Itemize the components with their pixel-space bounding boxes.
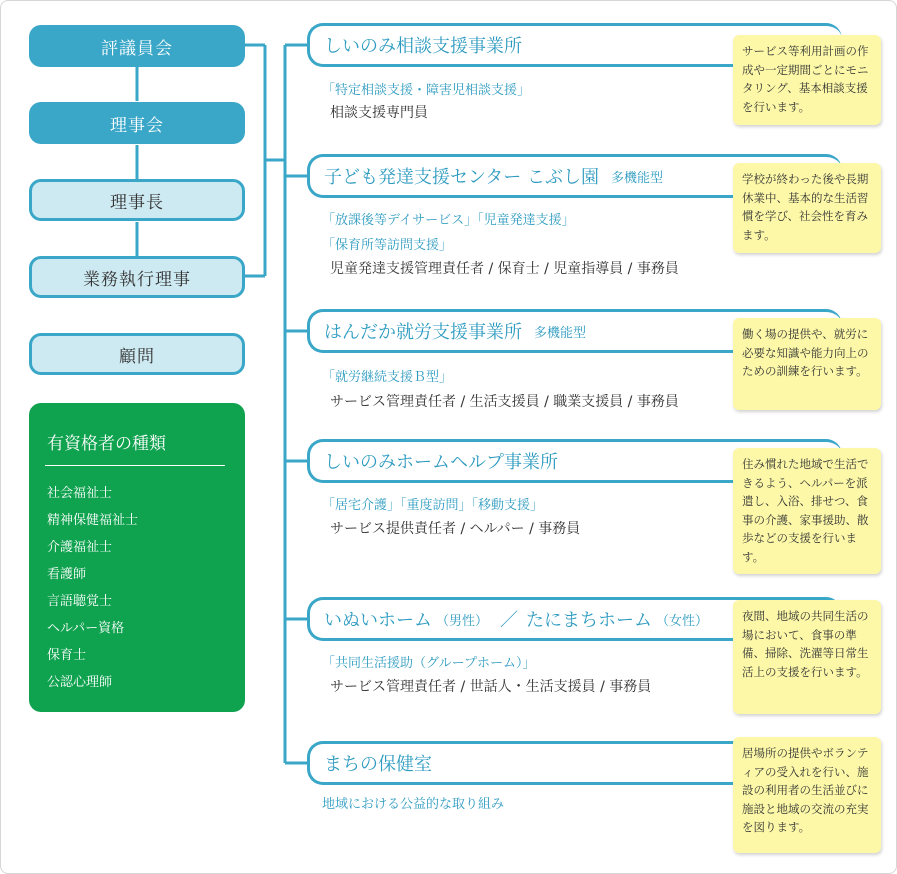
chairman-box: 理事長 — [29, 179, 245, 221]
qualification-item: 保育士 — [47, 648, 87, 663]
service-note: 働く場の提供や、就労に必要な知識や能力向上のための訓練を行います。 — [733, 318, 881, 410]
qualifications-divider — [45, 465, 225, 466]
qualifications-panel — [29, 403, 245, 712]
qualification-item: 看護師 — [47, 567, 87, 582]
service-title-a: いぬいホーム — [324, 610, 432, 631]
service-category: 「就労継続支援Ｂ型」 — [322, 370, 453, 385]
service-separator: ／ — [500, 610, 519, 631]
service-note: 住み慣れた地域で生活できるよう、ヘルパーを派遣し、入浴、排せつ、食事の介護、家事援助、散歩などの支援を行います。 — [733, 448, 881, 574]
service-staff: サービス管理責任者 / 世話人・生活支援員 / 事務員 — [330, 679, 652, 695]
service-category: 地域における公益的な取り組み — [322, 797, 505, 812]
service-category: 「保育所等訪問支援」 — [322, 238, 453, 253]
service-note: 居場所の提供やボランティアの受入れを行い、施設の利用者の生活並びに施設と地域の交流の充実を図ります。 — [733, 737, 881, 853]
service-category: 「居宅介護」「重度訪問」「移動支援」 — [322, 498, 544, 513]
service-staff: 相談支援専門員 — [330, 105, 428, 121]
service-staff: サービス管理責任者 / 生活支援員 / 職業支援員 / 事務員 — [330, 394, 679, 410]
service-staff: 児童発達支援管理責任者 / 保育士 / 児童指導員 / 事務員 — [330, 261, 679, 277]
board-of-directors-box: 理事会 — [29, 102, 245, 144]
service-title: 子ども発達支援センター こぶし園 — [324, 167, 600, 188]
service-note: 夜間、地域の共同生活の場において、食事の準備、掃除、洗濯等日常生活上の支援を行います。 — [733, 600, 881, 714]
advisor-box: 顧問 — [29, 333, 245, 375]
service-note: 学校が終わった後や長期休業中、基本的な生活習慣を学び、社会性を育みます。 — [733, 163, 881, 253]
service-title: はんだか就労支援事業所 — [324, 322, 522, 343]
service-title: しいのみ相談支援事業所 — [324, 36, 522, 57]
service-category: 「放課後等デイサービス」「児童発達支援」 — [322, 213, 575, 228]
service-category: 「共同生活援助（グループホーム）」 — [322, 656, 536, 671]
executive-director-box: 業務執行理事 — [29, 256, 245, 298]
service-gender-b: （女性） — [656, 613, 709, 629]
service-note: サービス等利用計画の作成や一定期間ごとにモニタリング、基本相談支援を行います。 — [733, 35, 881, 125]
qualification-item: ヘルパー資格 — [47, 621, 125, 636]
service-title: しいのみホームヘルプ事業所 — [324, 452, 558, 473]
service-tag: 多機能型 — [534, 325, 587, 341]
service-category: 「特定相談支援・障害児相談支援」 — [322, 83, 531, 98]
qualification-item: 介護福祉士 — [47, 540, 113, 555]
qualification-item: 精神保健福祉士 — [47, 513, 139, 528]
qualifications-title: 有資格者の種類 — [47, 434, 166, 454]
qualification-item: 社会福祉士 — [47, 486, 113, 501]
service-tag: 多機能型 — [611, 170, 664, 186]
service-title-b: たにまちホーム — [526, 610, 653, 631]
service-title: まちの保健室 — [324, 754, 432, 775]
service-gender-a: （男性） — [436, 613, 489, 629]
qualifications-list — [47, 483, 138, 699]
service-staff: サービス提供責任者 / ヘルパー / 事務員 — [330, 521, 581, 537]
qualification-item: 言語聴覚士 — [47, 594, 113, 609]
qualification-item: 公認心理師 — [47, 675, 113, 690]
board-of-councilors-box: 評議員会 — [29, 25, 245, 67]
